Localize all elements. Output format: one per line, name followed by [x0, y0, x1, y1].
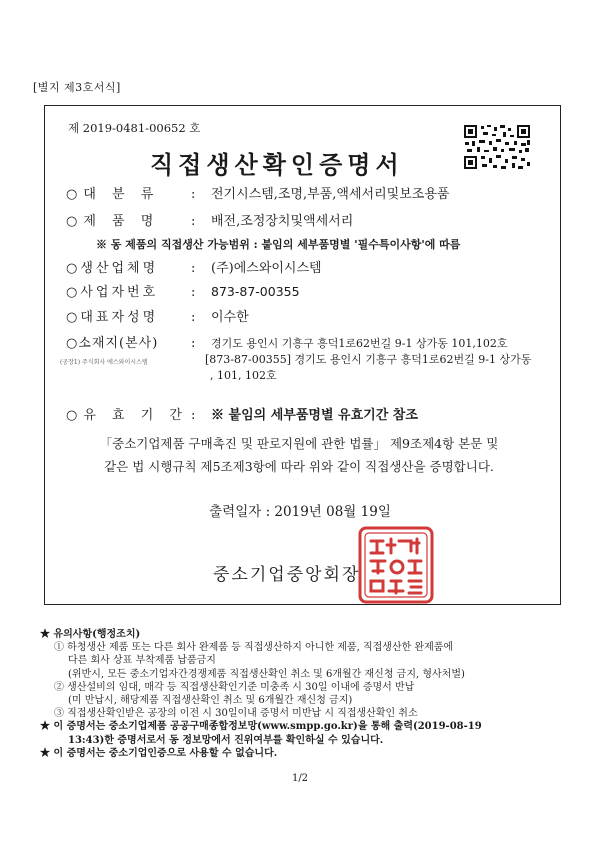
official-seal-icon — [357, 525, 435, 605]
note-item: ① 하청생산 제품 또는 다른 회사 완제품 등 직접생산하지 아니한 제품, 직접생산한 완제품에 — [54, 642, 454, 654]
note-item: 다른 회사 상표 부착제품 납품금지 — [68, 655, 216, 667]
field-representative: ○대표자성명 : 이수한 — [66, 306, 249, 325]
field-validity: ○유 효 기 간 : ※ 붙임의 세부품명별 유효기간 참조 — [66, 404, 418, 423]
scope-note: ※ 동 제품의 직접생산 가능범위 : 붙임의 세부품명별 '필수특이사항'에 따름 — [96, 238, 461, 251]
factory-label: (공장1) 주식회사 에스와이시스템 — [60, 359, 148, 366]
field-label: ○생산업체명 — [66, 261, 159, 276]
factory-address-line1: [873-87-00355] 경기도 용인시 기흥구 흥덕1로62번길 9-1 상가동 — [205, 353, 532, 366]
note-item: (미 반납시, 해당제품 직접생산확인 취소 및 6개월간 재신청 금지) — [68, 695, 353, 707]
form-label: [별지 제3호서식] — [33, 81, 121, 94]
field-label: ○유 효 기 간 — [66, 408, 188, 423]
field-value: 전기시스템,조명,부품,액세서리및보조용품 — [211, 187, 450, 202]
certification-line1: 「중소기업제품 구매촉진 및 판로지원에 관한 법률」 제9조제4항 본문 및 — [99, 436, 499, 451]
qr-code-icon — [463, 124, 531, 170]
issue-date: 출력일자 : 2019년 08월 19일 — [209, 504, 391, 520]
note-item: ★ 이 증명서는 중소기업제품 공공구매종합정보망(www.smpp.go.kr)을 통해 출력(2019-08-19 — [40, 721, 482, 733]
page-title: 직접생산확인증명서 — [150, 150, 404, 179]
field-label: ○대표자성명 — [66, 310, 159, 325]
note-item: 13:43)한 증명서로서 동 정보망에서 진위여부를 확인하실 수 있습니다. — [68, 734, 384, 746]
certification-line2: 같은 법 시행규칙 제5조제3항에 따라 위와 같이 직접생산을 증명합니다. — [104, 459, 494, 474]
factory-address-line2: , 101, 102호 — [210, 369, 277, 382]
field-value: (주)에스와이시스템 — [211, 261, 322, 276]
field-product-name: ○제 품 명 : 배전,조정장치및액세서리 — [66, 210, 353, 229]
field-label: ○대 분 류 — [66, 187, 160, 202]
note-item: ③ 직접생산확인받은 공장의 이전 시 30일이내 증명서 미반납 시 직접생산확인 취소 — [54, 708, 418, 720]
field-label: ○제 품 명 — [66, 214, 160, 229]
field-category: ○대 분 류 : 전기시스템,조명,부품,액세서리및보조용품 — [66, 183, 449, 202]
field-label: ○소재지(본사) — [66, 336, 159, 351]
document-number: 제 2019-0481-00652 호 — [68, 121, 201, 135]
note-item: ② 생산설비의 임대, 매각 등 직접생산확인기준 미충족 시 30일 이내에 증명서 반납 — [54, 681, 415, 693]
field-business-number: ○사업자번호 : 873-87-00355 — [66, 281, 300, 300]
field-value: 873-87-00355 — [211, 284, 300, 299]
field-label: ○사업자번호 — [66, 285, 159, 300]
page-number: 1/2 — [291, 773, 309, 784]
issuer-name: 중소기업중앙회장 — [213, 565, 361, 585]
note-item: ★ 이 증명서는 중소기업인증으로 사용할 수 없습니다. — [40, 747, 278, 759]
field-value: 이수한 — [211, 310, 249, 325]
field-manufacturer: ○생산업체명 : (주)에스와이시스템 — [66, 257, 322, 276]
notes-section — [40, 628, 570, 760]
notes-heading: ★ 유의사항(행정조치) — [40, 629, 141, 640]
field-value: ※ 붙임의 세부품명별 유효기간 참조 — [211, 408, 418, 423]
field-value: 경기도 용인시 기흥구 흥덕1로62번길 9-1 상가동 101,102호 — [211, 337, 508, 350]
note-item: (위반시, 모든 중소기업자간경쟁제품 직접생산확인 취소 및 6개월간 재신청 금지, 형사처벌) — [68, 668, 465, 680]
field-headquarters: ○소재지(본사) : 경기도 용인시 기흥구 흥덕1로62번길 9-1 상가동 101,102호 — [66, 332, 507, 351]
field-value: 배전,조정장치및액세서리 — [211, 214, 354, 229]
